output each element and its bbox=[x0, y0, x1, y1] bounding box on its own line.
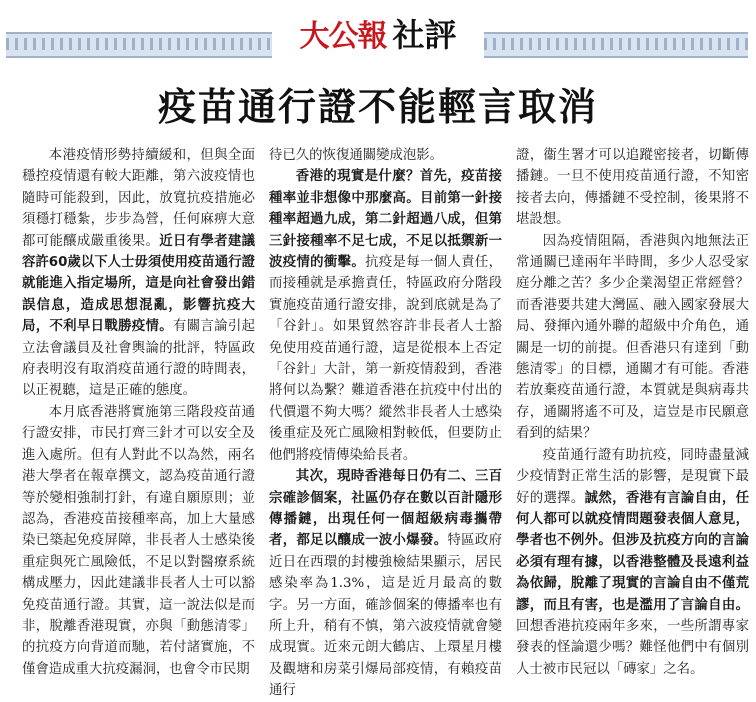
text-run: 抗疫是每一個人責任，而接種就是承擔責任，特區政府分階段實施疫苗通行證安排，說到底就是為了「谷針」。如果貿然容許非長者人士豁免使用疫苗通行證，這是從根本上否定「谷針」大計，第一新疫情殺到，香港將何以為繫？難道香港在抗疫中付出的代價還不夠大嗎？縱然非長者人士感染後重症及死亡風險相對較低，但要防止他們將疫情傳染給長者。 bbox=[269, 255, 503, 463]
column-1 bbox=[22, 145, 256, 677]
newspaper-logo: 大公報 bbox=[299, 19, 387, 54]
masthead-left-band bbox=[6, 32, 272, 58]
paragraph bbox=[516, 445, 749, 680]
text-run: 特區政府近日在西環的封樓強檢結果顯示，居民感染率為1.3%，這是近月最高的數字。另一方面，確診個案的傳播率也有所上升，稍有不慎，第六波疫情就會變成現實。近來元朗大鶴店、上環星月樓及觀塘和房菜引爆局部疫情，有賴疫苗通行 bbox=[269, 533, 503, 699]
text-run: 疫苗通行證有助抗疫，同時盡量減少疫情對正常生活的影響，是現實下最好的選擇。 bbox=[516, 447, 749, 506]
text-run: 有關言論引起立法會議員及社會輿論的批評，特區政府表明沒有取消疫苗通行證的時間表，以正視聽，這是正確的態度。 bbox=[22, 319, 256, 399]
text-run: 本港疫情形勢持續緩和，但與全面穩控疫情還有較大距離，第六波疫情也隨時可能殺到，因此，放寬抗疫措施必須穩打穩紮，步步為營，任何麻痹大意都可能釀成嚴重後果。 bbox=[22, 148, 255, 249]
masthead-title bbox=[280, 10, 476, 56]
masthead bbox=[0, 0, 756, 70]
paragraph bbox=[22, 145, 255, 402]
article-body bbox=[22, 145, 750, 699]
text-run: 回想香港抗疫兩年多來，一些所謂專家發表的怪論還少嗎？難怪他們中有個別人士被市民冠以「磚家」之名。 bbox=[516, 618, 749, 677]
section-label: 社評 bbox=[392, 16, 457, 54]
paragraph-continued: 待已久的恢復通關變成泡影。 bbox=[269, 148, 444, 163]
band-pattern bbox=[6, 38, 272, 50]
paragraph-continued: 證，衞生署才可以追蹤密接者，切斷傳播鏈。一旦不使用疫苗通行證，不知密接者去向，傳播鏈不受控制，後果將不堪設想。 bbox=[516, 148, 749, 228]
paragraph bbox=[269, 166, 502, 466]
column-2 bbox=[269, 145, 503, 699]
headline: 疫苗通行證不能輕言取消 bbox=[157, 85, 598, 129]
masthead-right-band bbox=[484, 32, 748, 58]
paragraph: 本月底香港將實施第三階段疫苗通行證安排，市民打齊三針才可以安全及進入處所。但有人對此不以為然，兩名港大學者在報章撰文，認為疫苗通行證等於變相強制打針，有違自願原則；並認為，香港疫苗接種率高，加上大量感染已築起免疫屏障，非長者人士感染後重症與死亡風險低，不足以對醫療系統構成壓力，因此建議非長者人士可以豁免疫苗通行證。其實，這一說法似是而非，脫離香港現實，亦與「動態清零」的抗疫方向背道而馳，若付諸實施，不僅會造成重大抗疫漏洞，也會令市民期 bbox=[22, 404, 255, 677]
bold-run: 香港的現實是什麼？首先，疫苗接種率並非想像中那麼高。目前第一針接種率超過九成，第二針超過八成，但第三針接種率不足七成，不足以抵禦新一波疫情的衝擊。 bbox=[269, 169, 502, 271]
bold-run: 近日有學者建議容許60歲以下人士毋須使用疫苗通行證就能進入指定場所，這是向社會發出錯誤信息，造成思想混亂，影響抗疫大局，不利早日戰勝疫情。 bbox=[22, 233, 256, 335]
column-3 bbox=[516, 145, 750, 677]
band-pattern bbox=[484, 38, 748, 50]
paragraph: 因為疫情阻隔，香港與內地無法正常通關已達兩年半時間，多少人忍受家庭分離之苦？多少企業渴望正常經營？而香港要共建大灣區、融入國家發展大局、發揮內通外聯的超級中介角色，通關是一切的前提。但香港只有達到「動態清零」的目標，通關才有可能。香港若放棄疫苗通行證，本質就是與病毒共存，通關將遙不可及，這豈是市民願意看到的結果？ bbox=[516, 233, 749, 442]
bold-run: 誠然，香港有言論自由，任何人都可以就疫情問題發表個人意見，學者也不例外。但涉及抗疫方向的言論必須有理有據，以香港整體及長遠利益為依歸，脫離了現實的言論自由不僅荒謬，而且有害，也是濫用了言論自由。 bbox=[516, 490, 750, 613]
paragraph bbox=[269, 466, 502, 701]
bold-run: 其次，現時香港每日仍有二、三百宗確診個案，社區仍存在數以百計隱形傳播鏈，出現任何一個超級病毒攜帶者，都足以釀成一波小爆發。 bbox=[269, 469, 502, 549]
